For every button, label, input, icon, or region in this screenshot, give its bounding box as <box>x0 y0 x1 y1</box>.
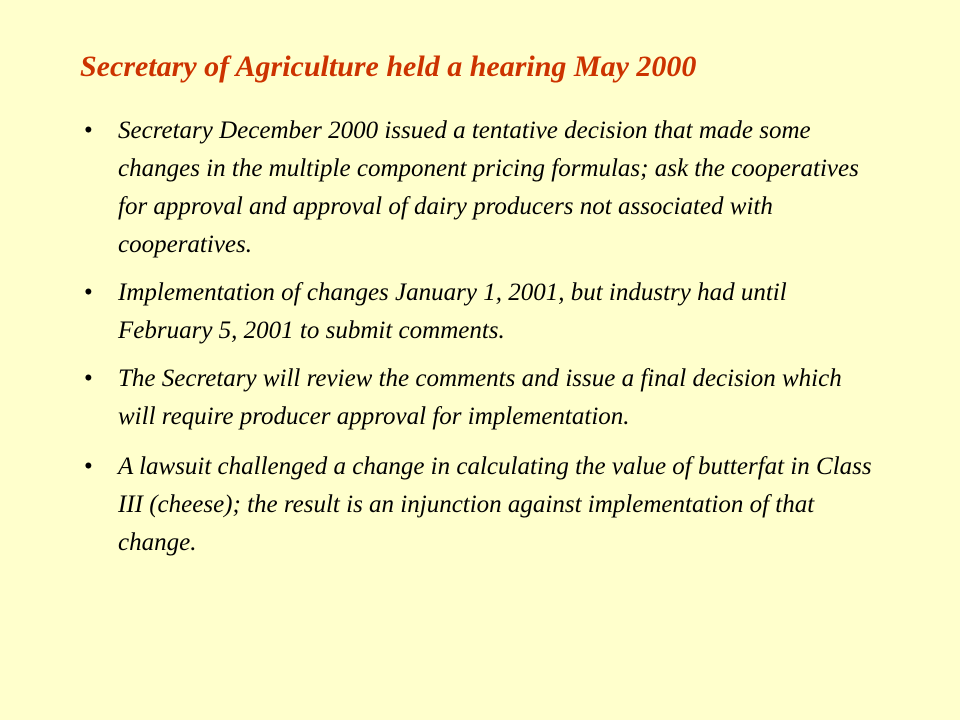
bullet-item <box>80 360 880 436</box>
bullet-icon: • <box>84 365 93 392</box>
bullet-item <box>80 448 880 562</box>
bullet-list <box>80 112 880 572</box>
bullet-text: A lawsuit challenged a change in calculating the value of butterfat in Class III (cheese); the result is an injunction against implementation of that change. <box>118 453 872 556</box>
bullet-icon: • <box>84 453 93 480</box>
bullet-text: Secretary December 2000 issued a tentative decision that made some changes in the multiple component pricing formulas; ask the cooperatives for approval and approval of dairy producers not associated with cooperatives. <box>118 117 859 258</box>
bullet-icon: • <box>84 117 93 144</box>
bullet-item <box>80 112 880 264</box>
bullet-icon: • <box>84 279 93 306</box>
bullet-text: Implementation of changes January 1, 2001, but industry had until February 5, 2001 to submit comments. <box>118 279 787 344</box>
slide-title: Secretary of Agriculture held a hearing May 2000 <box>80 50 697 83</box>
bullet-text: The Secretary will review the comments and issue a final decision which will require producer approval for implementation. <box>118 365 842 430</box>
bullet-item <box>80 274 880 350</box>
